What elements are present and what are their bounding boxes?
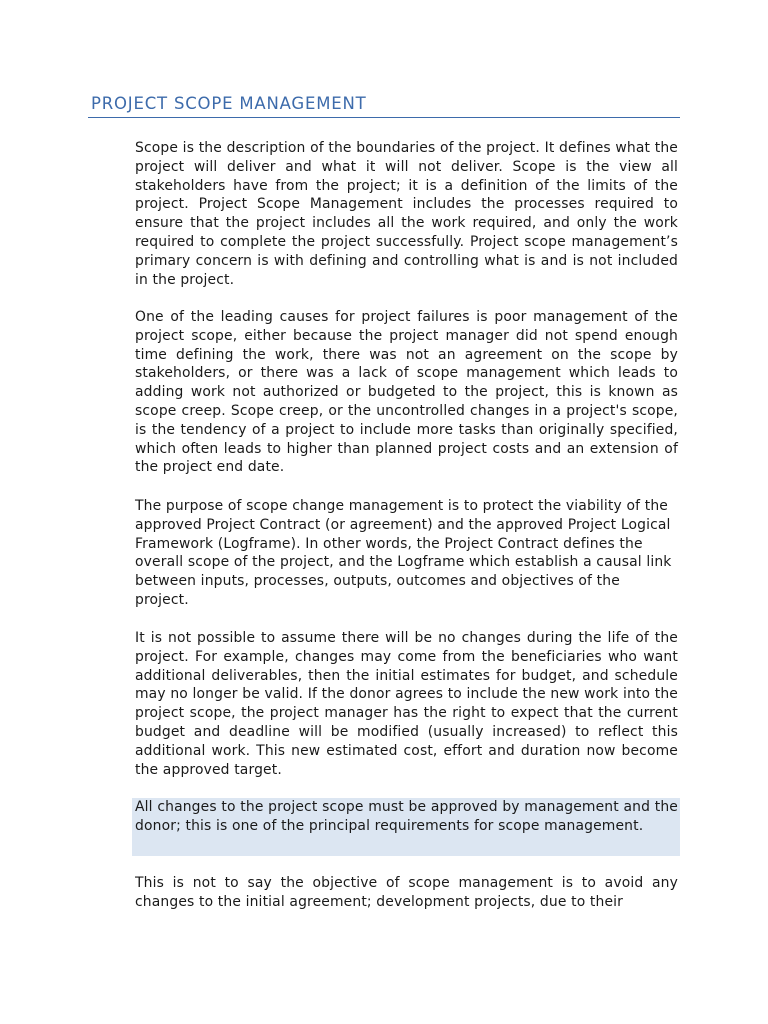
paragraph-objective: This is not to say the objective of scope management is to avoid any changes to the initial agreement; development projects, due to their [135, 875, 678, 910]
paragraph-scope-creep: One of the leading causes for project failures is poor management of the project scope, either because the project manager did not spend enough time defining the work, there was not an agreement on the scope by stakeholders, or there was a lack of scope management which leads to adding work not authorized or budgeted to the project, this is known as scope creep. Scope creep, or the uncontrolled changes in a project's scope, is the tendency of a project to include more tasks than originally specified, which often leads to higher than planned project costs and an extension of the project end date. [135, 309, 678, 476]
title-divider [88, 117, 680, 118]
paragraph-changes-life: It is not possible to assume there will be no changes during the life of the project. For example, changes may come from the beneficiaries who want additional deliverables, then the initial estimates for budget, and schedule may no longer be valid. If the donor agrees to include the new work into the project scope, the project manager has the right to expect that the current budget and deadline will be modified (usually increased) to reflect this additional work. This new estimated cost, effort and duration now become the approved target. [135, 630, 678, 778]
paragraph-scope-definition: Scope is the description of the boundaries of the project. It defines what the project will deliver and what it will not deliver. Scope is the view all stakeholders have from the project; it is a definition of the limits of the project. Project Scope Management includes the processes required to ensure that the project includes all the work required, and only the work required to complete the project successfully. Project scope management’s primary concern is with defining and controlling what is and is not included in the project. [135, 140, 678, 288]
page-title: PROJECT SCOPE MANAGEMENT [91, 94, 367, 113]
paragraph-change-management: The purpose of scope change management is to protect the viability of the approved Project Contract (or agreement) and the approved Project Logical Framework (Logframe). In other words, the Project Contract defines the overall scope of the project, and the Logframe which establish a causal link between inputs, processes, outputs, outcomes and objectives of the project. [135, 498, 672, 608]
paragraph-approval-callout: All changes to the project scope must be approved by management and the donor; this is one of the principal requirements for scope management. [135, 799, 678, 834]
